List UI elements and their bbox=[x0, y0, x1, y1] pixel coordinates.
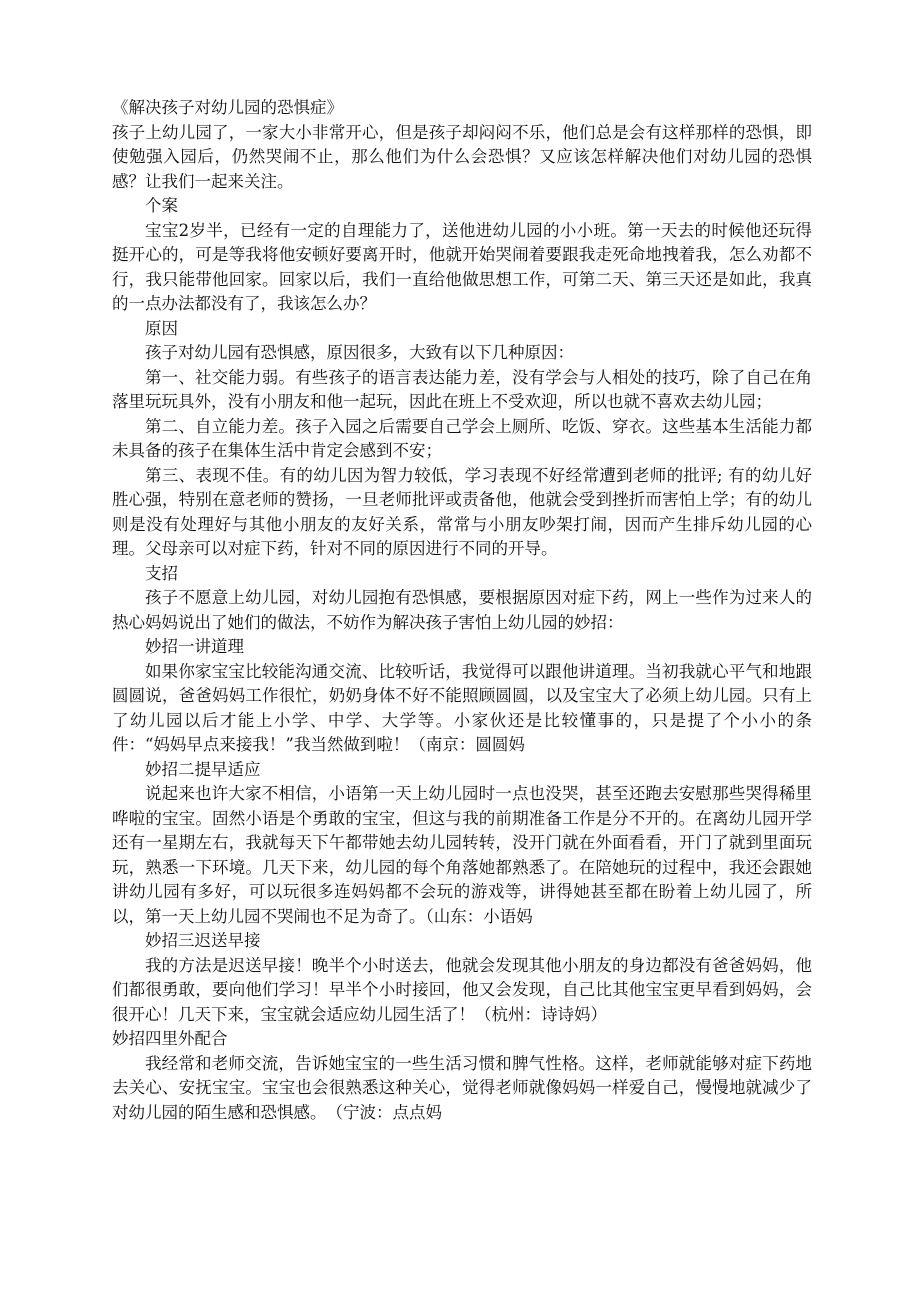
case-paragraph: 宝宝2岁半，已经有一定的自理能力了，送他进幼儿园的小小班。第一天去的时候他还玩得挺开心的，可是等我将他安顿好要离开时，他就开始哭闹着要跟我走死命地拽着我，怎么劝都不行，我只能带他回家。回家以后，我们一直给他做思想工作，可第二天、第三天还是如此，我真的一点办法都没有了，我该怎么办？ bbox=[112, 220, 812, 313]
document-body bbox=[112, 96, 812, 1125]
tip-one-heading: 妙招一讲道理 bbox=[145, 637, 244, 656]
reason-heading: 原因 bbox=[145, 318, 178, 338]
reason-two-paragraph: 第二、自立能力差。孩子入园之后需要自己学会上厕所、吃饭、穿衣。这些基本生活能力都未具备的孩子在集体生活中肯定会感到不安； bbox=[112, 416, 812, 460]
reason-one-paragraph: 第一、社交能力弱。有些孩子的语言表达能力差，没有学会与人相处的技巧，除了自己在角落里玩玩具外，没有小朋友和他一起玩，因此在班上不受欢迎，所以也就不喜欢去幼儿园； bbox=[112, 367, 812, 411]
tip-one-paragraph: 如果你家宝宝比较能沟通交流、比较听话，我觉得可以跟他讲道理。当初我就心平气和地跟圆圆说，爸爸妈妈工作很忙，奶奶身体不好不能照顾圆圆，以及宝宝大了必须上幼儿园。只有上了幼儿园以后才能上小学、中学、大学等。小家伙还是比较懂事的，只是提了个小小的条件：“妈妈早点来接我！”我当然做到啦！（南京：圆圆妈 bbox=[112, 661, 812, 754]
tip-three-heading: 妙招三迟送早接 bbox=[145, 931, 261, 950]
intro-paragraph: 孩子上幼儿园了，一家大小非常开心，但是孩子却闷闷不乐，他们总是会有这样那样的恐惧，即使勉强入园后，仍然哭闹不止，那么他们为什么会恐惧？又应该怎样解决他们对幼儿园的恐惧感？让我们一起来关注。 bbox=[112, 122, 812, 191]
tip-four-paragraph: 我经常和老师交流，告诉她宝宝的一些生活习惯和脾气性格。这样，老师就能够对症下药地去关心、安抚宝宝。宝宝也会很熟悉这种关心，觉得老师就像妈妈一样爱自己，慢慢地就减少了对幼儿园的陌生感和恐惧感。 （宁波：点点妈 bbox=[112, 1053, 812, 1122]
tip-three-paragraph: 我的方法是迟送早接！晚半个小时送去，他就会发现其他小朋友的身边都没有爸爸妈妈，他们都很勇敢，要向他们学习！早半个小时接回，他又会发现，自己比其他宝宝更早看到妈妈，会很开心！几天下来，宝宝就会适应幼儿园生活了！（杭州：诗诗妈） bbox=[112, 955, 812, 1024]
tip-two-heading: 妙招二提早适应 bbox=[145, 759, 261, 779]
document-title: 《解决孩子对幼儿园的恐惧症》 bbox=[112, 98, 343, 117]
tips-intro-paragraph: 孩子不愿意上幼儿园，对幼儿园抱有恐惧感，要根据原因对症下药，网上一些作为过来人的热心妈妈说出了她们的做法，不妨作为解决孩子害怕上幼儿园的妙招： bbox=[112, 588, 812, 632]
reason-intro-paragraph: 孩子对幼儿园有恐惧感，原因很多，大致有以下几种原因： bbox=[145, 343, 574, 362]
tips-heading: 支招 bbox=[145, 563, 178, 583]
tip-two-paragraph: 说起来也许大家不相信，小语第一天上幼儿园时一点也没哭，甚至还跑去安慰那些哭得稀里哗啦的宝宝。固然小语是个勇敢的宝宝，但这与我的前期准备工作是分不开的。在离幼儿园开学还有一星期左右，我就每天下午都带她去幼儿园转转，没开门就在外面看看，开门了就到里面玩玩，熟悉一下环境。几天下来，幼儿园的每个角落她都熟悉了。在陪她玩的过程中，我还会跟她讲幼儿园有多好，可以玩很多连妈妈都不会玩的游戏等，讲得她甚至都在盼着上幼儿园了，所以，第一天上幼儿园不哭闹也不足为奇了。（山东：小语妈 bbox=[112, 784, 812, 926]
case-heading: 个案 bbox=[145, 196, 178, 215]
tip-four-heading: 妙招四里外配合 bbox=[112, 1029, 228, 1048]
reason-three-paragraph: 第三、表现不佳。有的幼儿因为智力较低，学习表现不好经常遭到老师的批评; 有的幼儿好胜心强，特别在意老师的赞扬，一旦老师批评或责备他，他就会受到挫折而害怕上学；有的幼儿则是没有处理好与其他小朋友的友好关系，常常与小朋友吵架打闹，因而产生排斥幼儿园的心理。父母亲可以对症下药，针对不同的原因进行不同的开导。 bbox=[112, 465, 812, 558]
